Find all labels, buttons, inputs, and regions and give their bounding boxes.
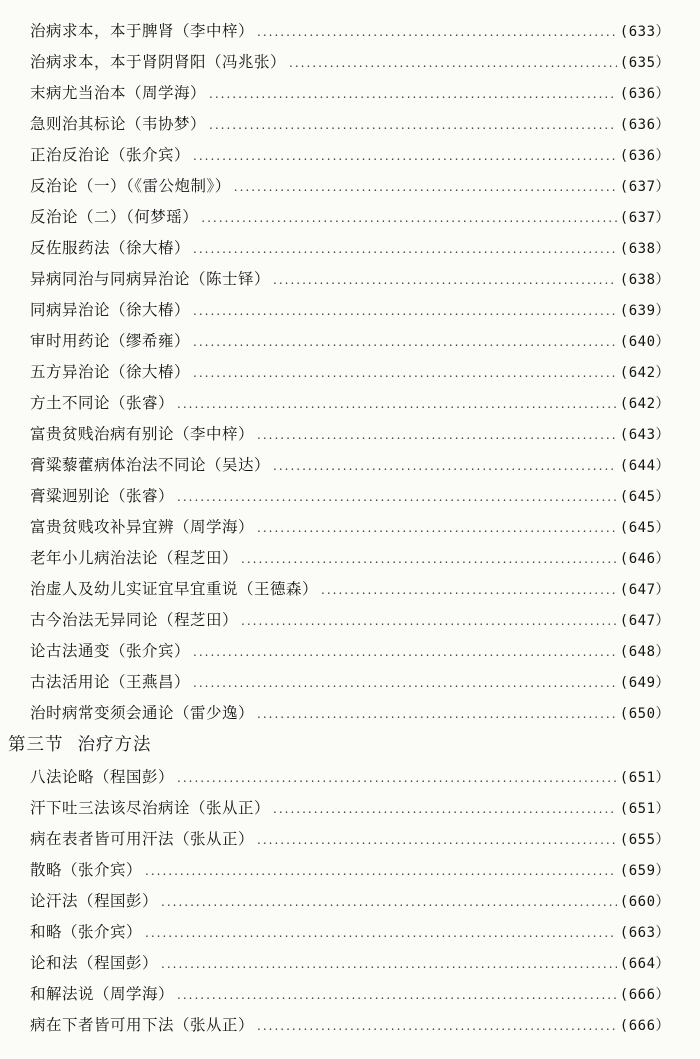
dot-leader (193, 637, 617, 668)
entry-page: (637） (619, 179, 670, 195)
toc-entry (0, 886, 700, 917)
toc-entry (0, 233, 700, 264)
toc-entry (0, 140, 700, 171)
entry-title: 治时病常变须会通论（雷少逸） (30, 704, 255, 722)
entry-title: 散略（张介宾） (30, 861, 143, 879)
entry-title: 论汗法（程国彭） (30, 892, 159, 910)
dot-leader (257, 513, 617, 544)
entry-title: 汗下吐三法该尽治病诠（张从正） (30, 799, 271, 817)
entry-page: (644） (619, 458, 670, 474)
dot-leader (161, 887, 617, 918)
toc-entry (0, 326, 700, 357)
dot-leader (177, 763, 617, 794)
toc-entry (0, 295, 700, 326)
dot-leader (321, 575, 617, 606)
entry-page: (655） (619, 832, 670, 848)
entry-page: (645） (619, 489, 670, 505)
entry-title: 论和法（程国彭） (30, 954, 159, 972)
dot-leader (193, 141, 617, 172)
toc-entry (0, 574, 700, 605)
toc-entry (0, 824, 700, 855)
entry-page: (646） (619, 551, 670, 567)
dot-leader (193, 234, 617, 265)
dot-leader (145, 918, 617, 949)
entry-page: (642） (619, 365, 670, 381)
section-heading (0, 729, 700, 762)
dot-leader (177, 482, 617, 513)
entry-page: (635） (619, 55, 670, 71)
entry-title: 方土不同论（张睿） (30, 394, 175, 412)
entry-page: (645） (619, 520, 670, 536)
toc-entry (0, 762, 700, 793)
entry-title: 古法活用论（王燕昌） (30, 673, 191, 691)
entry-page: (640） (619, 334, 670, 350)
entry-title: 反治论（二）（何梦瑶） (30, 208, 199, 226)
toc-entry (0, 419, 700, 450)
entry-title: 膏粱迥别论（张睿） (30, 487, 175, 505)
entry-title: 末病尤当治本（周学海） (30, 84, 207, 102)
entry-page: (643） (619, 427, 670, 443)
entry-page: (642） (619, 396, 670, 412)
toc-entry (0, 264, 700, 295)
toc-entry (0, 388, 700, 419)
entry-title: 治病求本，本于脾肾（李中梓） (30, 22, 255, 40)
entry-page: (664） (619, 956, 670, 972)
toc-entry (0, 698, 700, 729)
entry-title: 同病异治论（徐大椿） (30, 301, 191, 319)
entry-page: (649） (619, 675, 670, 691)
entry-page: (651） (619, 770, 670, 786)
toc-entry (0, 636, 700, 667)
entry-page: (647） (619, 613, 670, 629)
toc-entry (0, 979, 700, 1010)
dot-leader (193, 358, 617, 389)
entry-title: 富贵贫贱攻补异宜辨（周学海） (30, 518, 255, 536)
dot-leader (145, 856, 617, 887)
entry-title: 治病求本，本于肾阴肾阳（冯兆张） (30, 53, 287, 71)
toc-entry (0, 16, 700, 47)
dot-leader (177, 389, 617, 420)
entry-page: (659） (619, 863, 670, 879)
entry-title: 审时用药论（缪希雍） (30, 332, 191, 350)
toc-entry (0, 793, 700, 824)
dot-leader (201, 203, 617, 234)
entry-page: (647） (619, 582, 670, 598)
entry-page: (651） (619, 801, 670, 817)
dot-leader (241, 606, 617, 637)
entry-page: (648） (619, 644, 670, 660)
toc-entry (0, 1010, 700, 1041)
toc-entry (0, 512, 700, 543)
entry-page: (637） (619, 210, 670, 226)
entry-page: (660） (619, 894, 670, 910)
entry-title: 反治论（一）（《雷公炮制》） (30, 177, 231, 195)
entry-page: (639） (619, 303, 670, 319)
entry-title: 富贵贫贱治病有别论（李中梓） (30, 425, 255, 443)
entry-page: (633） (619, 24, 670, 40)
toc-entry (0, 202, 700, 233)
toc-entry (0, 948, 700, 979)
dot-leader (289, 48, 617, 79)
table-of-contents (0, 16, 700, 1041)
toc-entry (0, 543, 700, 574)
dot-leader (257, 420, 617, 451)
dot-leader (161, 949, 617, 980)
toc-entry (0, 78, 700, 109)
dot-leader (209, 79, 617, 110)
entry-page: (666） (619, 987, 670, 1003)
dot-leader (177, 980, 617, 1011)
toc-entry (0, 917, 700, 948)
dot-leader (241, 544, 617, 575)
dot-leader (234, 172, 617, 203)
toc-entry (0, 47, 700, 78)
entry-title: 古今治法无异同论（程芝田） (30, 611, 239, 629)
toc-entry (0, 171, 700, 202)
dot-leader (257, 825, 617, 856)
entry-page: (636） (619, 86, 670, 102)
entry-page: (636） (619, 148, 670, 164)
entry-title: 论古法通变（张介宾） (30, 642, 191, 660)
dot-leader (257, 699, 617, 730)
dot-leader (193, 296, 617, 327)
dot-leader (193, 668, 617, 699)
entry-title: 和解法说（周学海） (30, 985, 175, 1003)
toc-entry (0, 855, 700, 886)
entry-title: 八法论略（程国彭） (30, 768, 175, 786)
entry-title: 膏粱藜藿病体治法不同论（吴达） (30, 456, 271, 474)
dot-leader (273, 794, 617, 825)
section-title: 治疗方法 (77, 735, 152, 755)
entry-title: 正治反治论（张介宾） (30, 146, 191, 164)
dot-leader (273, 265, 617, 296)
entry-title: 反佐服药法（徐大椿） (30, 239, 191, 257)
dot-leader (257, 17, 617, 48)
entry-title: 病在表者皆可用汗法（张从正） (30, 830, 255, 848)
toc-entry (0, 357, 700, 388)
toc-entry (0, 605, 700, 636)
entry-page: (663） (619, 925, 670, 941)
section-number: 第三节 (8, 735, 64, 755)
entry-title: 和略（张介宾） (30, 923, 143, 941)
entry-title: 老年小儿病治法论（程芝田） (30, 549, 239, 567)
entry-page: (636） (619, 117, 670, 133)
entry-title: 急则治其标论（韦协梦） (30, 115, 207, 133)
entry-page: (666） (619, 1018, 670, 1034)
entry-page: (650） (619, 706, 670, 722)
toc-entry (0, 481, 700, 512)
entry-page: (638） (619, 241, 670, 257)
entry-title: 治虚人及幼儿实证宜早宜重说（王德森） (30, 580, 319, 598)
toc-entry (0, 450, 700, 481)
toc-entry (0, 667, 700, 698)
toc-entry (0, 109, 700, 140)
dot-leader (193, 327, 617, 358)
entry-title: 五方异治论（徐大椿） (30, 363, 191, 381)
entry-page: (638） (619, 272, 670, 288)
dot-leader (209, 110, 617, 141)
entry-title: 病在下者皆可用下法（张从正） (30, 1016, 255, 1034)
dot-leader (273, 451, 617, 482)
dot-leader (257, 1011, 617, 1042)
entry-title: 异病同治与同病异治论（陈士铎） (30, 270, 271, 288)
